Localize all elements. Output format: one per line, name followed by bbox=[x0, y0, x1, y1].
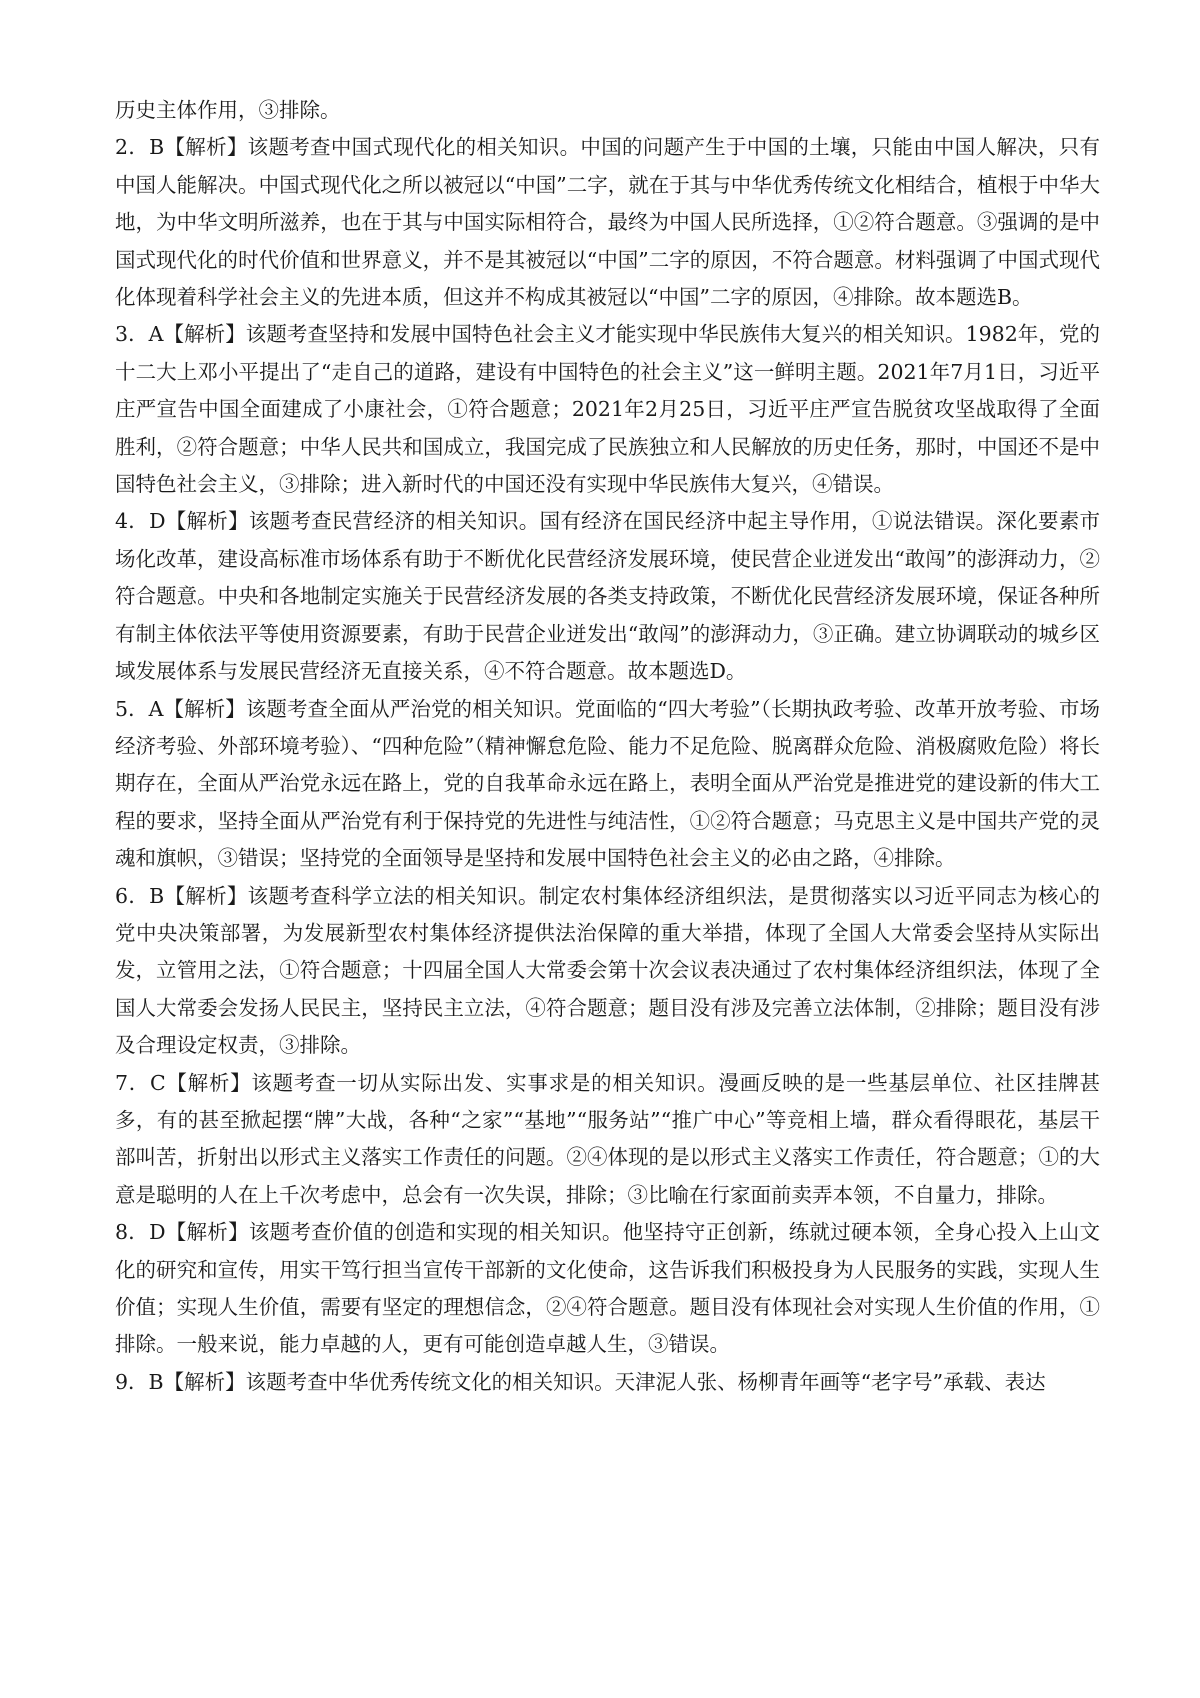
paragraph-answer-8: 8．D【解析】该题考查价值的创造和实现的相关知识。他坚持守正创新，练就过硬本领，全身心投入上山文化的研究和宣传，用实干笃行担当宣传干部新的文化使命，这告诉我们积极投身为人民服务的实践，实现人生价值；实现人生价值，需要有坚定的理想信念，②④符合题意。题目没有体现社会对实现人生价值的作用，①排除。一般来说，能力卓越的人，更有可能创造卓越人生，③错误。 bbox=[115, 1220, 1100, 1357]
paragraph-answer-9: 9．B【解析】该题考查中华优秀传统文化的相关知识。天津泥人张、杨柳青年画等“老字号”承载、表达 bbox=[115, 1369, 1046, 1394]
paragraph-answer-3: 3．A【解析】该题考查坚持和发展中国特色社会主义才能实现中华民族伟大复兴的相关知识。1982年，党的十二大上邓小平提出了“走自己的道路，建设有中国特色的社会主义”这一鲜明主题。2021年7月1日，习近平庄严宣告中国全面建成了小康社会，①符合题意；2021年2月25日，习近平庄严宣告脱贫攻坚战取得了全面胜利，②符合题意；中华人民共和国成立，我国完成了民族独立和人民解放的历史任务，那时，中国还不是中国特色社会主义，③排除；进入新时代的中国还没有实现中华民族伟大复兴，④错误。 bbox=[115, 322, 1100, 497]
paragraph-answer-6: 6．B【解析】该题考查科学立法的相关知识。制定农村集体经济组织法，是贯彻落实以习近平同志为核心的党中央决策部署，为发展新型农村集体经济提供法治保障的重大举措，体现了全国人大常委会坚持从实际出发，立管用之法，①符合题意；十四届全国人大常委会第十次会议表决通过了农村集体经济组织法，体现了全国人大常委会发扬人民民主，坚持民主立法，④符合题意；题目没有涉及完善立法体制，②排除；题目没有涉及合理设定权责，③排除。 bbox=[115, 883, 1100, 1058]
answer-explanations bbox=[115, 92, 1100, 1401]
paragraph-answer-2: 2．B【解析】该题考查中国式现代化的相关知识。中国的问题产生于中国的土壤，只能由中国人解决，只有中国人能解决。中国式现代化之所以被冠以“中国”二字，就在于其与中华优秀传统文化相结合，植根于中华大地，为中华文明所滋养，也在于其与中国实际相符合，最终为中国人民所选择，①②符合题意。③强调的是中国式现代化的时代价值和世界意义，并不是其被冠以“中国”二字的原因，不符合题意。材料强调了中国式现代化体现着科学社会主义的先进本质，但这并不构成其被冠以“中国”二字的原因，④排除。故本题选B。 bbox=[115, 135, 1100, 310]
paragraph-answer-7: 7．C【解析】该题考查一切从实际出发、实事求是的相关知识。漫画反映的是一些基层单位、社区挂牌甚多，有的甚至掀起摆“牌”大战，各种“之家”“基地”“服务站”“推广中心”等竞相上墙，群众看得眼花，基层干部叫苦，折射出以形式主义落实工作责任的问题。②④体现的是以形式主义落实工作责任，符合题意；①的大意是聪明的人在上千次考虑中，总会有一次失误，排除；③比喻在行家面前卖弄本领，不自量力，排除。 bbox=[115, 1070, 1100, 1207]
paragraph-continuation: 历史主体作用，③排除。 bbox=[115, 98, 341, 122]
paragraph-answer-4: 4．D【解析】该题考查民营经济的相关知识。国有经济在国民经济中起主导作用，①说法错误。深化要素市场化改革，建设高标准市场体系有助于不断优化民营经济发展环境，使民营企业迸发出“敢闯”的澎湃动力，②符合题意。中央和各地制定实施关于民营经济发展的各类支持政策，不断优化民营经济发展环境，保证各种所有制主体依法平等使用资源要素，有助于民营企业迸发出“敢闯”的澎湃动力，③正确。建立协调联动的城乡区域发展体系与发展民营经济无直接关系，④不符合题意。故本题选D。 bbox=[115, 509, 1100, 684]
paragraph-answer-5: 5．A【解析】该题考查全面从严治党的相关知识。党面临的“四大考验”（长期执政考验、改革开放考验、市场经济考验、外部环境考验）、“四种危险”（精神懈怠危险、能力不足危险、脱离群众危险、消极腐败危险）将长期存在，全面从严治党永远在路上，党的自我革命永远在路上，表明全面从严治党是推进党的建设新的伟大工程的要求，坚持全面从严治党有利于保持党的先进性与纯洁性，①②符合题意；马克思主义是中国共产党的灵魂和旗帜，③错误；坚持党的全面领导是坚持和发展中国特色社会主义的必由之路，④排除。 bbox=[115, 696, 1100, 871]
